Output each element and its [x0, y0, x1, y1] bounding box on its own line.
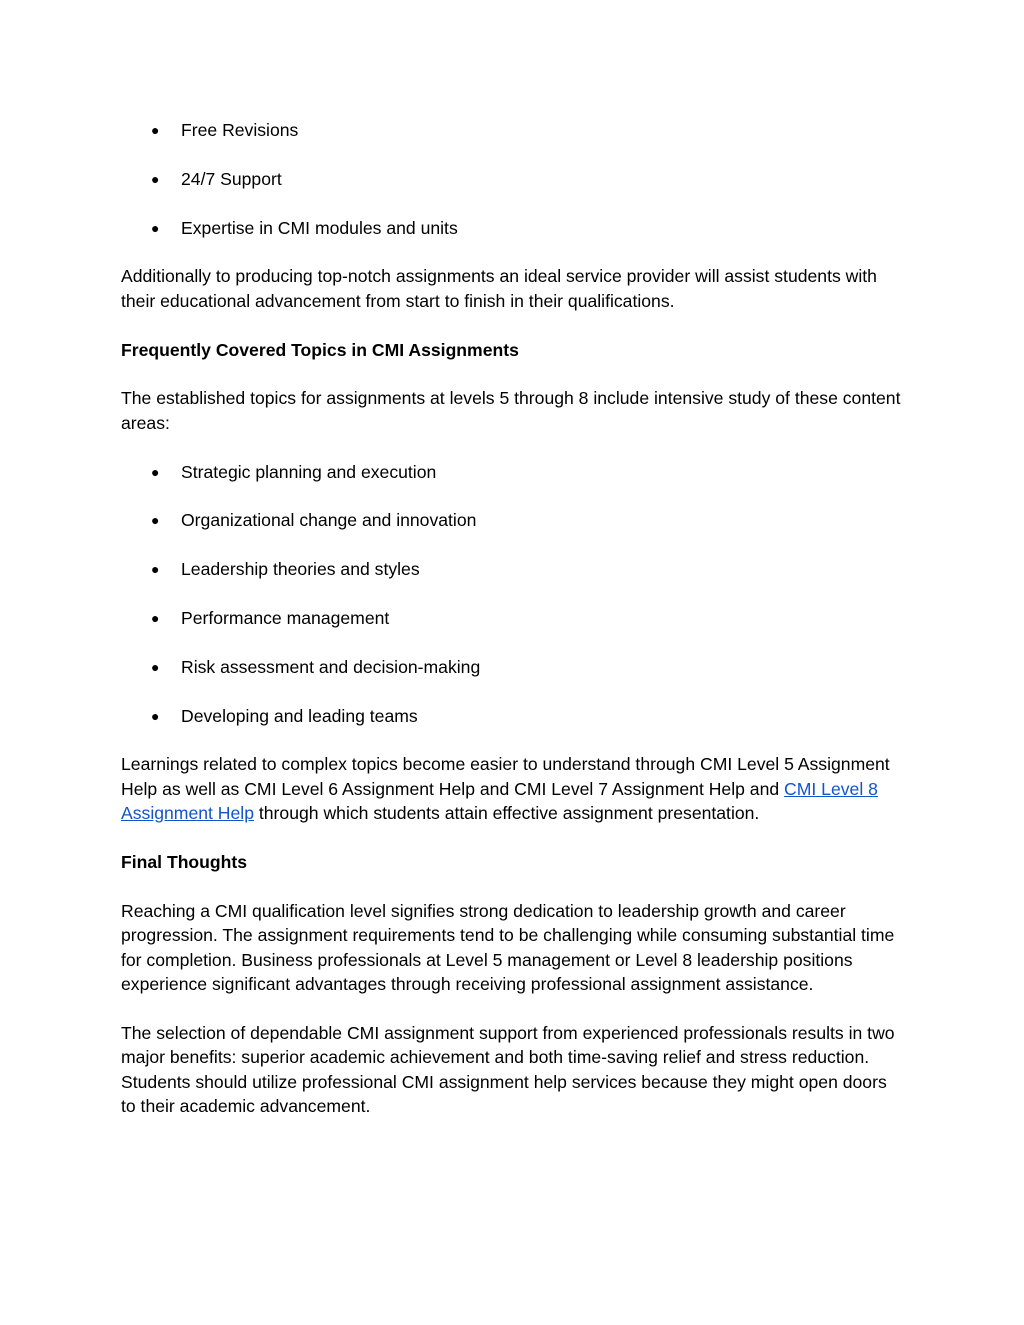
document-page: [121, 118, 906, 1143]
final-paragraph-1: Reaching a CMI qualification level signifies strong dedication to leadership growth and career progression. The assignment requirements tend to be challenging while consuming substantial time for completion. Business professionals at Level 5 management or Level 8 leadership positions experience significant advantages through receiving professional assignment assistance.: [121, 900, 895, 994]
intro-paragraph: Additionally to producing top-notch assignments an ideal service provider will assist students with their educational advancement from start to finish in their qualifications.: [121, 266, 877, 311]
list-item-text: 24/7 Support: [181, 168, 282, 189]
list-item-text: Expertise in CMI modules and units: [181, 217, 458, 238]
topics-list: [121, 460, 906, 728]
cmi-level-8-link[interactable]: CMI Level 8 Assignment Help: [121, 778, 878, 824]
bullet-icon: ●: [151, 219, 160, 236]
list-item: [121, 460, 906, 484]
learnings-text-after-link: through which students attain effective assignment presentation.: [254, 803, 760, 824]
bullet-icon: ●: [151, 463, 160, 480]
final-paragraph-2: The selection of dependable CMI assignment support from experienced professionals results in two major benefits: superior academic achievement and both time-saving relief and stress reduction. Students should utilize professional CMI assignment help services because they might open doors to their academic advancement.: [121, 1022, 895, 1117]
list-item: [121, 216, 906, 240]
bullet-icon: ●: [151, 609, 160, 626]
list-item: [121, 704, 906, 728]
list-item-text: Performance management: [181, 607, 390, 628]
list-item: [121, 606, 906, 630]
learnings-paragraph: [121, 752, 906, 825]
topics-intro-paragraph: The established topics for assignments at levels 5 through 8 include intensive study of these content areas:: [121, 388, 901, 433]
list-item: [121, 557, 906, 581]
learnings-text-before-link: Learnings related to complex topics become easier to understand through CMI Level 5 Assignment Help as well as CMI Level 6 Assignment Help and CMI Level 7 Assignment Help and: [121, 754, 890, 799]
bullet-icon: ●: [151, 122, 160, 138]
list-item: [121, 508, 906, 532]
bullet-icon: ●: [151, 707, 160, 724]
bullet-icon: ●: [151, 561, 160, 578]
bullet-icon: ●: [151, 512, 160, 529]
list-item: [121, 118, 906, 142]
list-item-text: Risk assessment and decision-making: [181, 656, 481, 677]
list-item: [121, 167, 906, 191]
topics-heading: Frequently Covered Topics in CMI Assignments: [121, 339, 519, 360]
list-item-text: Leadership theories and styles: [181, 559, 420, 580]
bullet-icon: ●: [151, 170, 160, 187]
final-thoughts-heading: Final Thoughts: [121, 851, 248, 872]
bullet-icon: ●: [151, 658, 160, 675]
list-item-text: Strategic planning and execution: [181, 461, 437, 482]
features-list: [121, 118, 906, 240]
list-item: [121, 655, 906, 679]
list-item-text: Free Revisions: [181, 120, 299, 140]
list-item-text: Organizational change and innovation: [181, 510, 477, 531]
list-item-text: Developing and leading teams: [181, 705, 418, 726]
